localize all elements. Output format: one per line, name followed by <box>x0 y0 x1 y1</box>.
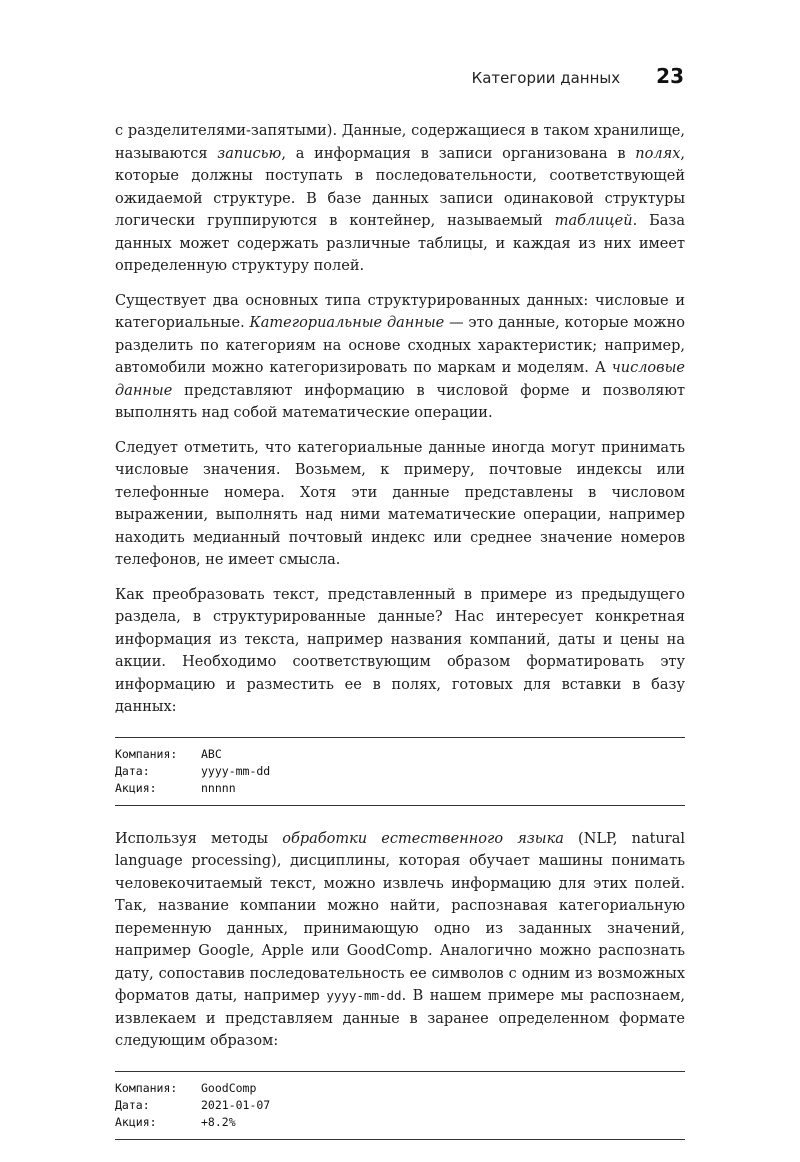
paragraph-data-types <box>115 290 685 425</box>
code-key: Дата: <box>115 1097 150 1112</box>
chapter-title: Категории данных <box>471 69 621 87</box>
inline-code-date-format: yyyy-mm-dd <box>326 988 402 1003</box>
italic-term-numeric: числовые данные <box>115 360 685 399</box>
code-key: Компания: <box>115 1080 178 1095</box>
code-key: Акция: <box>115 780 157 795</box>
text-run: , а информация в записи организована в <box>281 145 636 162</box>
text-run: — это данные, которые можно разделить по категориям на основе сходных характеристик; например, автомобили можно категоризировать по маркам и моделям. А <box>115 315 686 376</box>
text-run: с разделителями-запятыми). Данные, содержащиеся в таком хранилище, называются <box>115 123 685 162</box>
code-block-template <box>115 737 685 806</box>
text-run: . База данных может содержать различные таблицы, и каждая из них имеет определенную структуру полей. <box>115 213 685 274</box>
text-run: Существует два основных типа структурированных данных: числовые и категориальные. <box>115 292 685 331</box>
text-run: представляют информацию в числовой форме и позволяют выполнять над собой математические операции. <box>115 382 685 421</box>
code-value: GoodComp <box>201 1080 257 1095</box>
code-key: Акция: <box>115 1114 157 1129</box>
paragraph-records <box>115 120 685 278</box>
code-row <box>115 763 685 780</box>
italic-term-nlp: обработки естественного языка <box>282 830 564 847</box>
code-value: 2021-01-07 <box>201 1097 271 1112</box>
code-row <box>115 1114 685 1131</box>
page-body <box>115 120 685 1162</box>
code-value: ABC <box>201 746 222 761</box>
code-key: Дата: <box>115 763 150 778</box>
text-run: (NLP, natural language processing), дисциплины, которая обучает машины понимать человекочитаемый текст, можно извлечь информацию для этих полей. Так, название компании можно найти, распознавая категориальную переменную данных, принимающую одно из заданных значений, например Google, Apple или GoodComp. Аналогично можно распознать дату, сопоставив последовательность ее символов с одним из возможных форматов даты, например <box>115 830 685 1004</box>
text-run: Используя методы <box>115 830 283 847</box>
italic-term-record: записью <box>217 145 282 162</box>
text-run: . В нашем примере мы распознаем, извлекаем и представляем данные в заранее определенном формате следующим образом: <box>115 988 685 1049</box>
paragraph-numeric-categories: Следует отметить, что категориальные данные иногда могут принимать числовые значения. Возьмем, к примеру, почтовые индексы или телефонные номера. Хотя эти данные представлены в числовом выражении, выполнять над ними математические операции, например находить медианный почтовый индекс или среднее значение номеров телефонов, не имеет смысла. <box>115 439 685 568</box>
text-run: , которые должны поступать в последовательности, соответствующей ожидаемой структуре. В базе данных записи одинаковой структуры логически группируются в контейнер, называемый <box>115 145 685 229</box>
page-number: 23 <box>656 64 684 88</box>
code-value: nnnnn <box>201 780 236 795</box>
code-row <box>115 1080 685 1097</box>
code-block-example <box>115 1071 685 1140</box>
code-row <box>115 1097 685 1114</box>
code-row <box>115 746 685 763</box>
code-row <box>115 780 685 797</box>
paragraph-nlp <box>115 828 685 1053</box>
italic-term-categorical: Категориальные данные <box>249 315 445 331</box>
code-value: yyyy-mm-dd <box>201 763 271 778</box>
code-value: +8.2% <box>201 1114 236 1129</box>
paragraph-structuring-question: Как преобразовать текст, представленный в примере из предыдущего раздела, в структурированные данные? Нас интересует конкретная информация из текста, например названия компаний, даты и цены на акции. Необходимо соответствующим образом форматировать эту информацию и разместить ее в полях, готовых для вставки в базу данных: <box>115 586 685 715</box>
running-header <box>472 64 684 88</box>
italic-term-fields: полях <box>635 145 681 162</box>
code-key: Компания: <box>115 746 178 761</box>
italic-term-table: таблицей <box>554 213 633 229</box>
